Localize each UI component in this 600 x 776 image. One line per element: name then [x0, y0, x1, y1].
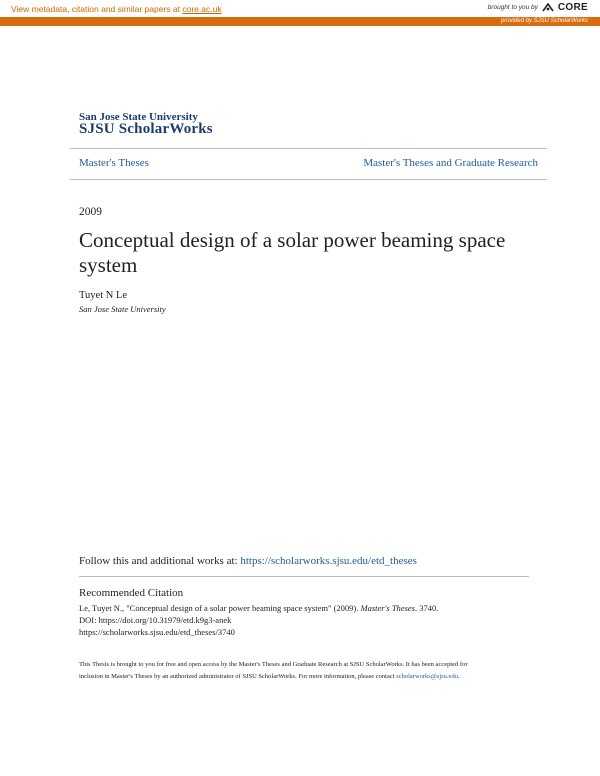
university-name[interactable]: San Jose State University	[79, 111, 198, 123]
publication-year: 2009	[79, 206, 102, 218]
nav-masters-theses-link[interactable]: Master's Theses	[79, 157, 149, 169]
thesis-title: Conceptual design of a solar power beaming space system	[79, 228, 506, 277]
author-name: Tuyet N Le	[79, 290, 128, 301]
citation-doi: DOI: https://doi.org/10.31979/etd.k9g3-anek	[79, 615, 232, 625]
brought-to-you-text: brought to you by	[487, 4, 538, 11]
core-brand[interactable]	[488, 2, 588, 13]
follow-link[interactable]: https://scholarworks.sjsu.edu/etd_theses	[240, 555, 417, 567]
core-banner	[0, 0, 600, 17]
core-metadata-text	[11, 4, 222, 14]
author-affiliation: San Jose State University	[79, 304, 166, 314]
footer-line-2-suffix: .	[457, 673, 460, 680]
citation-journal: Master's Theses	[360, 603, 415, 613]
nav-graduate-research-link[interactable]: Master's Theses and Graduate Research	[363, 157, 538, 169]
footer-email-link[interactable]: scholarworks@sjsu.edu	[396, 673, 458, 680]
core-provided-strip	[0, 17, 600, 26]
footer-line-2	[79, 673, 519, 680]
follow-line	[79, 555, 417, 567]
citation-url-link[interactable]: https://scholarworks.sjsu.edu/etd_theses/3740	[79, 627, 235, 637]
core-link[interactable]: core.ac.uk	[182, 4, 222, 14]
footer-line-1: This Thesis is brought to you for free and open access by the Master's Theses and Graduate Research at SJSU ScholarWorks. It has been accepted for	[79, 661, 468, 668]
follow-label: Follow this and additional works at:	[79, 555, 241, 567]
footer-line-2-prefix: inclusion in Master's Theses by an authorized administrator of SJSU ScholarWorks. For more information, please contact	[79, 673, 397, 680]
citation-prefix: Le, Tuyet N., "Conceptual design of a solar power beaming space system" (2009).	[79, 603, 361, 613]
divider-top	[70, 148, 547, 149]
citation-text	[79, 603, 438, 613]
divider-citation	[79, 576, 529, 577]
recommended-citation-heading: Recommended Citation	[79, 587, 184, 599]
core-logo-text: CORE	[557, 2, 588, 13]
divider-bottom	[70, 179, 547, 180]
core-metadata-label: View metadata, citation and similar papers at	[11, 4, 183, 14]
repository-name[interactable]: SJSU ScholarWorks	[79, 121, 213, 137]
core-logo-icon	[541, 2, 555, 13]
citation-suffix: . 3740.	[414, 603, 439, 613]
provided-by-text: provided by SJSU ScholarWorks	[500, 18, 588, 24]
